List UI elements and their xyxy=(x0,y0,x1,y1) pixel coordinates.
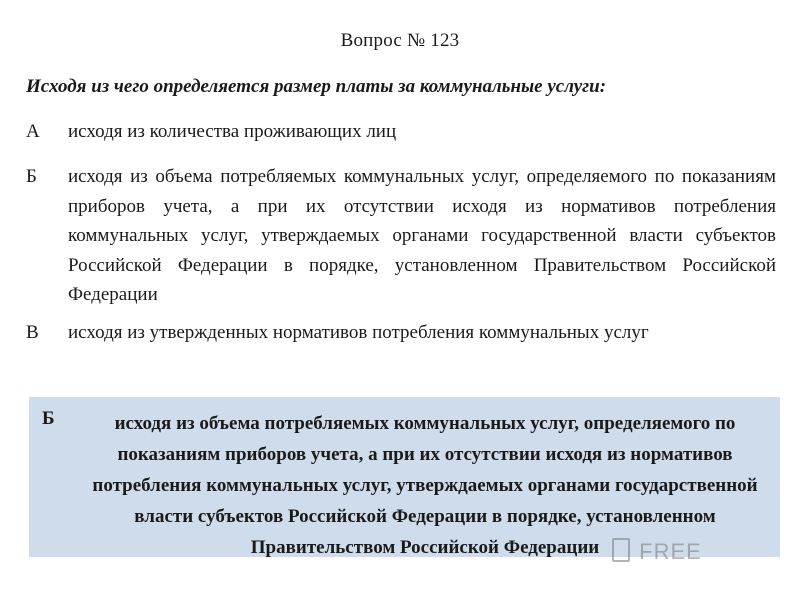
watermark-text: FREE xyxy=(639,539,702,564)
option-b xyxy=(26,162,776,310)
option-a xyxy=(26,117,776,147)
option-v-text: исходя из утвержденных нормативов потребления коммунальных услуг xyxy=(68,322,649,343)
answer-box xyxy=(29,397,780,557)
option-a-text: исходя из количества проживающих лиц xyxy=(68,121,397,142)
option-a-letter: А xyxy=(26,121,40,142)
answer-text: исходя из объема потребляемых коммунальных услуг, определяемого по показаниям приборов учета, а при их отсутствии исходя из нормативов потребления коммунальных услуг, утверждаемых органами государственной власти субъектов Российской Федерации в порядке, установленном Правительством Российской Федерации xyxy=(92,413,758,558)
answer-letter: Б xyxy=(42,408,55,429)
option-v-letter: В xyxy=(26,322,39,343)
option-b-text: исходя из объема потребляемых коммунальных услуг, определяемого по показаниям приборов учета, а при их отсутствии исходя из нормативов потребления коммунальных услуг, утверждаемых органами государственной власти субъектов Российской Федерации в порядке, установленном Правительством Российской Федерации xyxy=(68,166,776,305)
question-number-title: Вопрос № 123 xyxy=(340,30,460,51)
option-v xyxy=(26,318,776,348)
option-b-letter: Б xyxy=(26,166,37,187)
question-text: Исходя из чего определяется размер платы за коммунальные услуги: xyxy=(26,76,607,97)
watermark-icon xyxy=(612,538,630,562)
watermark-logo xyxy=(612,538,702,565)
